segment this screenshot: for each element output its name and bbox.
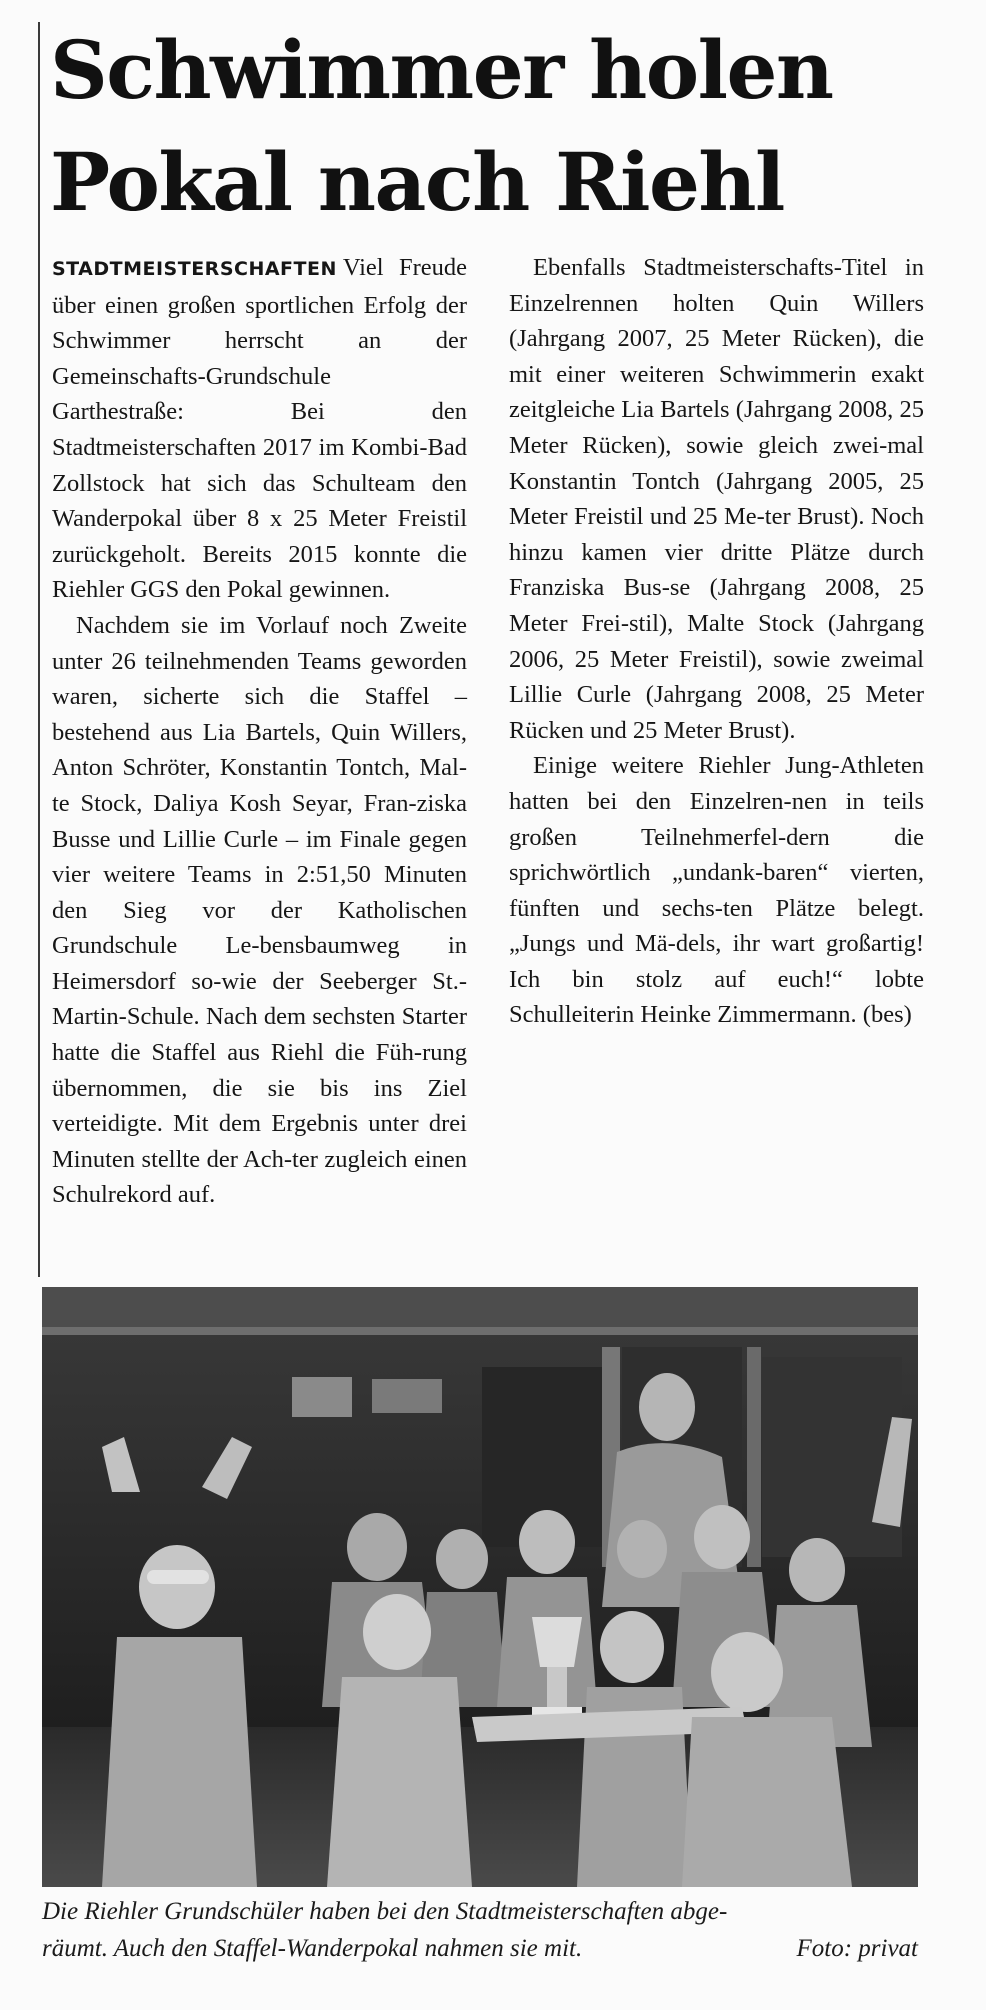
caption-line-1: Die Riehler Grundschüler haben bei den Stadtmeisterschaften abge- <box>42 1898 728 1925</box>
photo-caption <box>42 1893 918 1967</box>
caption-line-2 <box>42 1930 918 1967</box>
caption-text: räumt. Auch den Staffel-Wanderpokal nahmen sie mit. <box>42 1935 583 1962</box>
article-paragraph: Ebenfalls Stadtmeisterschafts-Titel in Einzelrennen holten Quin Willers (Jahrgang 2007, 25 Meter Rücken), die mit einer weiteren Schwimmerin exakt zeitgleiche Lia Bartels (Jahrgang 2008, 25 Meter Rücken), sowie gleich zwei-mal Konstantin Tontch (Jahrgang 2005, 25 Meter Freistil und 25 Me-ter Brust). Noch hinzu kamen vier dritte Plätze durch Franziska Bus-se (Jahrgang 2008, 25 Meter Frei-stil), Malte Stock (Jahrgang 2006, 25 Meter Freistil), sowie zweimal Lillie Curle (Jahrgang 2008, 25 Meter Rücken und 25 Meter Brust). <box>509 254 924 744</box>
article-paragraph <box>52 250 467 608</box>
team-photo-illustration <box>42 1287 918 1887</box>
photo-credit: Foto: privat <box>796 1935 918 1962</box>
headline-line-1: Schwimmer holen <box>50 23 833 117</box>
article-paragraph: Nachdem sie im Vorlauf noch Zweite unter 26 teilnehmenden Teams geworden waren, sicherte sich die Staffel – bestehend aus Lia Bartels, Quin Willers, Anton Schröter, Konstantin Tontch, Mal-te Stock, Daliya Kosh Seyar, Fran-ziska Busse und Lillie Curle – im Finale gegen vier weitere Teams in 2:51,50 Minuten den Sieg vor der Katholischen Grundschule Le-bensbaumweg in Heimersdorf so-wie der Seeberger St.-Martin-Schule. Nach dem sechsten Starter hatte die Staffel aus Riehl die Füh-rung übernommen, die sie bis ins Ziel verteidigte. Mit dem Ergebnis unter drei Minuten stellte der Ach-ter zugleich einen Schulrekord auf. <box>52 611 467 1209</box>
team-photo <box>42 1287 918 1887</box>
article-body <box>52 250 924 1260</box>
article-paragraph: Einige weitere Riehler Jung-Athleten hatten bei den Einzelren-nen in teils großen Teilnehmerfel-dern die sprichwörtlich „undank-baren“ vierten, fünften und sechs-ten Plätze belegt. „Jungs und Mä-dels, ihr wart großartig! Ich bin stolz auf euch!“ lobte Schulleiterin Heinke Zimmermann. (bes) <box>509 752 924 1029</box>
column-rule <box>38 22 40 1277</box>
kicker: STADTMEISTERSCHAFTEN <box>52 258 337 280</box>
headline <box>50 14 950 238</box>
paragraph-text: Viel Freude über einen großen sportlichen Erfolg der Schwimmer herrscht an der Gemeinschafts-Grundschule Garthestraße: Bei den Stadtmeisterschaften 2017 im Kombi-Bad Zollstock hat sich das Schulteam den Wanderpokal über 8 x 25 Meter Freistil zurückgeholt. Bereits 2015 konnte die Riehler GGS den Pokal gewinnen. <box>52 254 467 604</box>
headline-line-2: Pokal nach Riehl <box>50 135 784 229</box>
